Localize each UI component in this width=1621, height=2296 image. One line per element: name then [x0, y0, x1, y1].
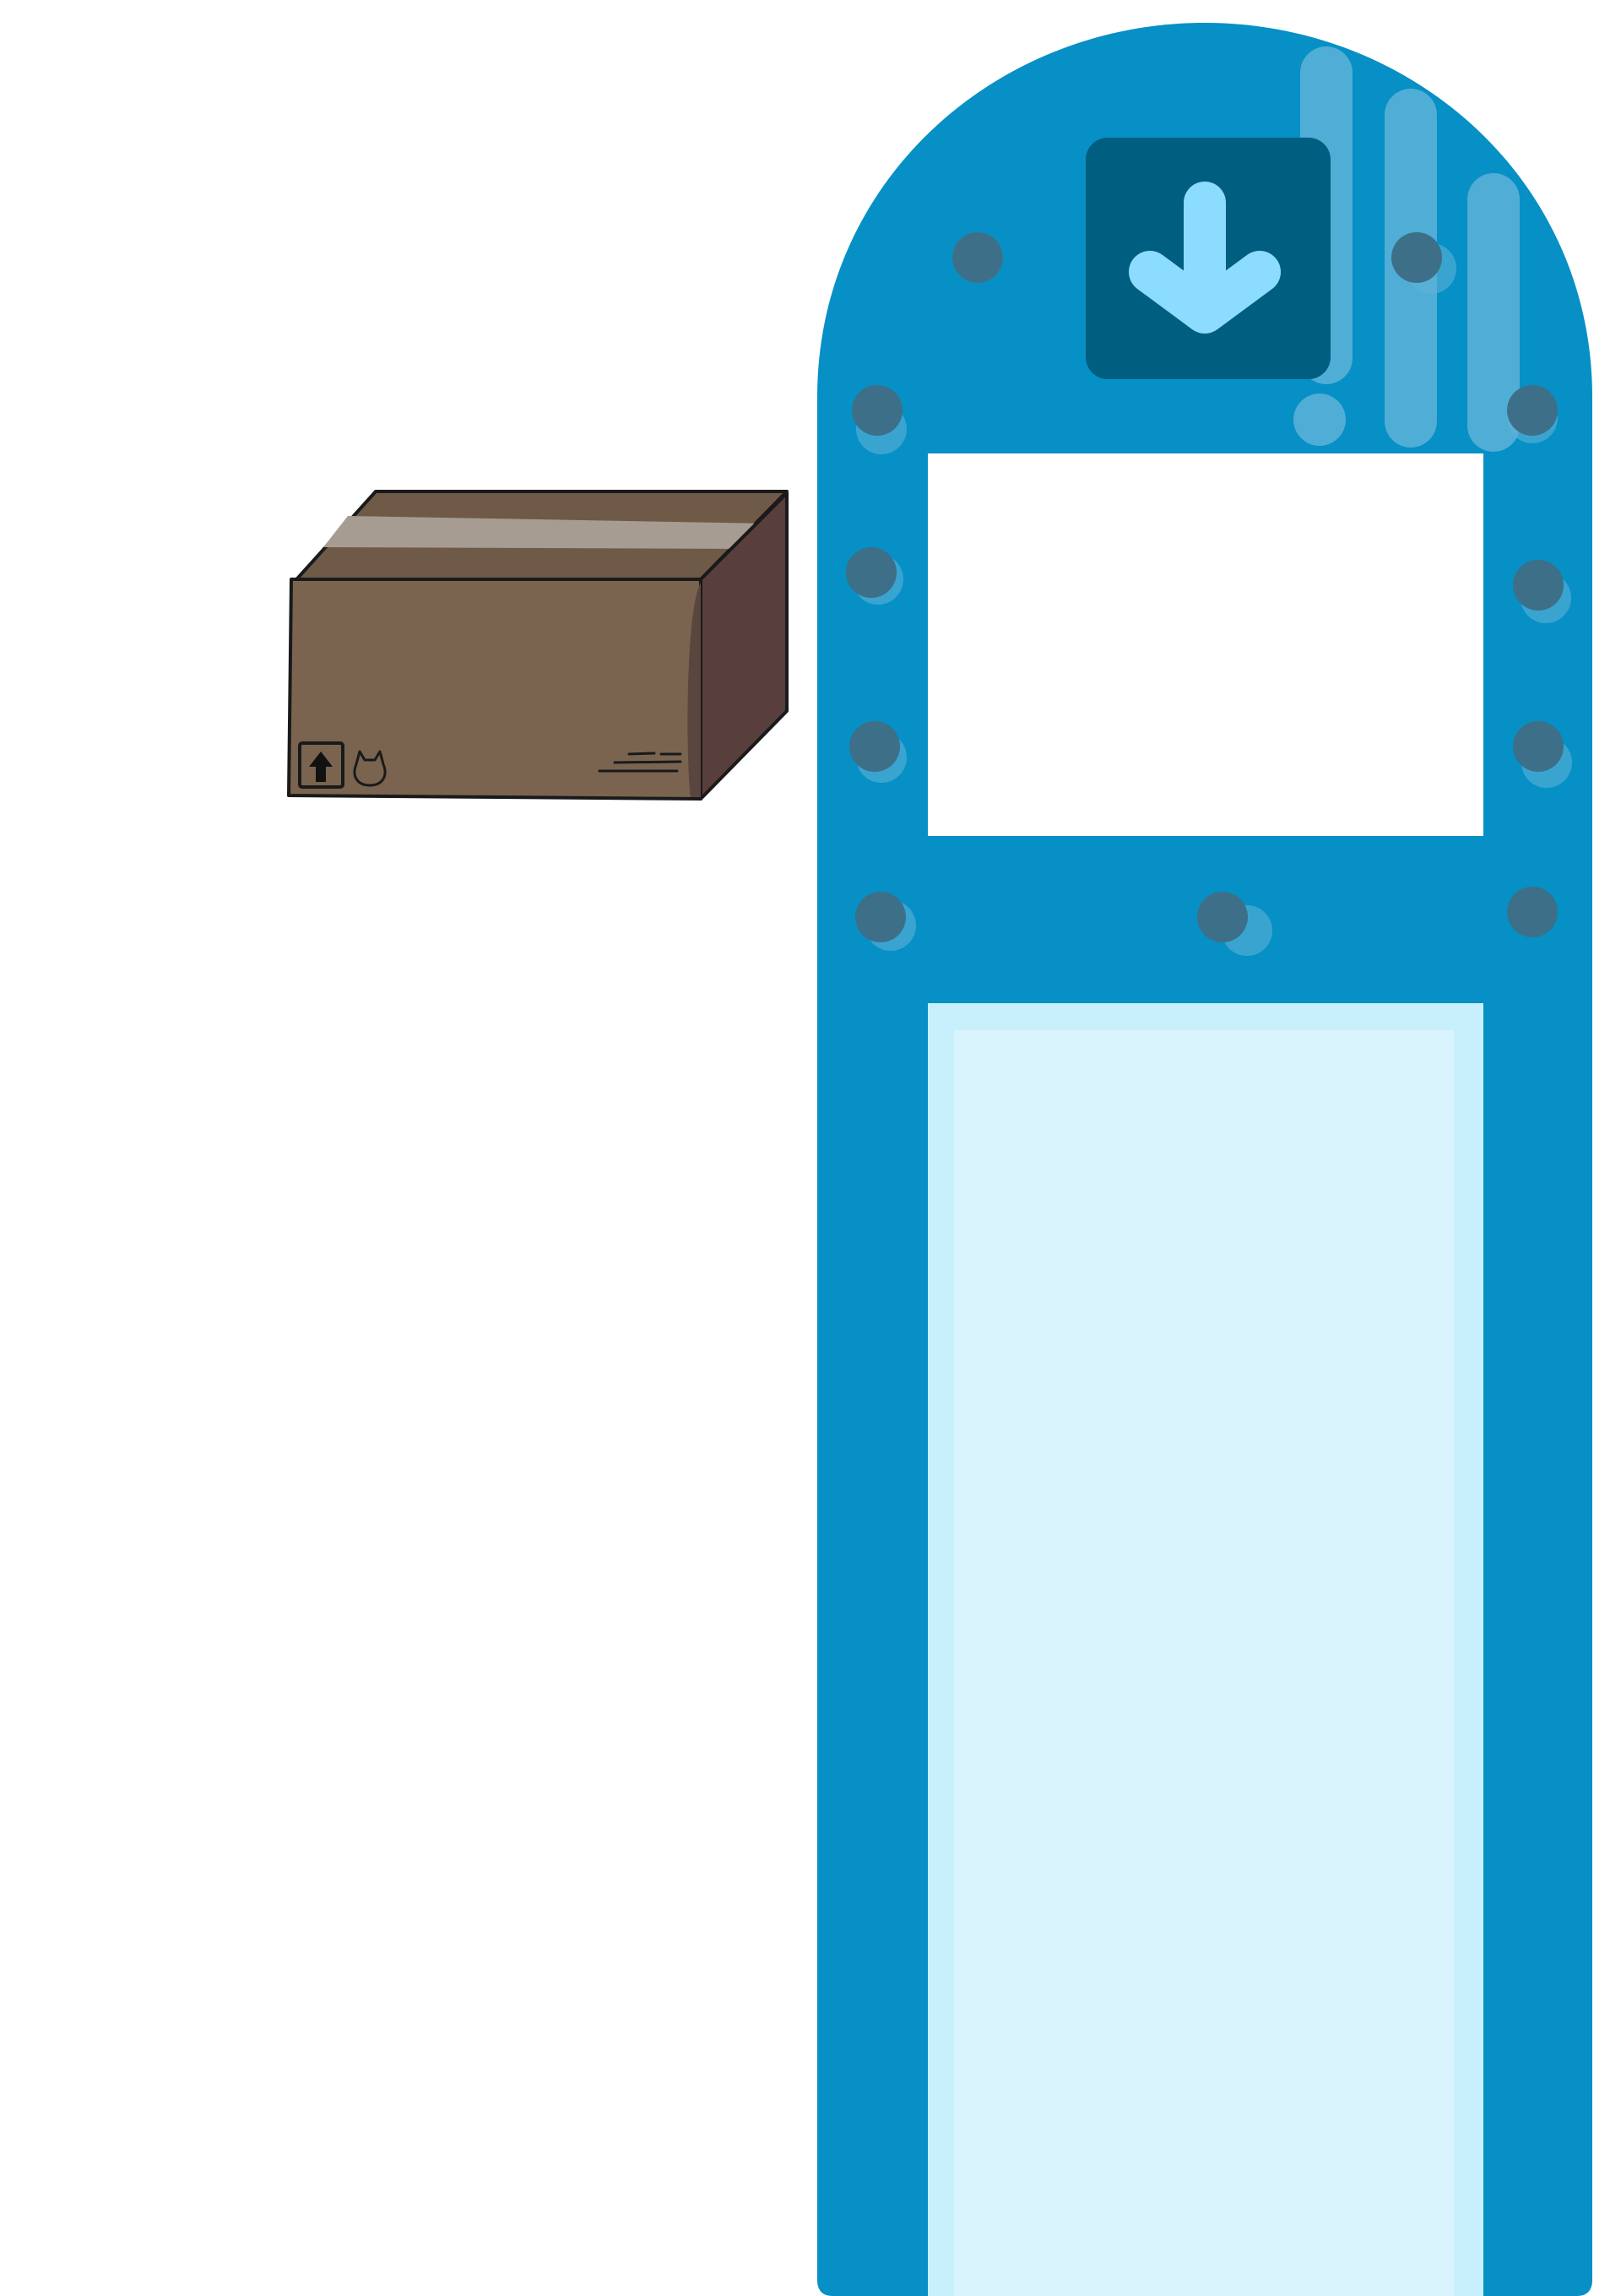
drop-off-kiosk	[817, 23, 1592, 2296]
rivet	[1507, 887, 1558, 937]
rivet	[1507, 385, 1558, 443]
rivet	[952, 232, 1003, 283]
kiosk-slot-opening	[928, 453, 1483, 836]
kiosk-glass-inner	[954, 1030, 1454, 2296]
box-front-face	[289, 579, 701, 799]
cardboard-box	[289, 491, 787, 799]
